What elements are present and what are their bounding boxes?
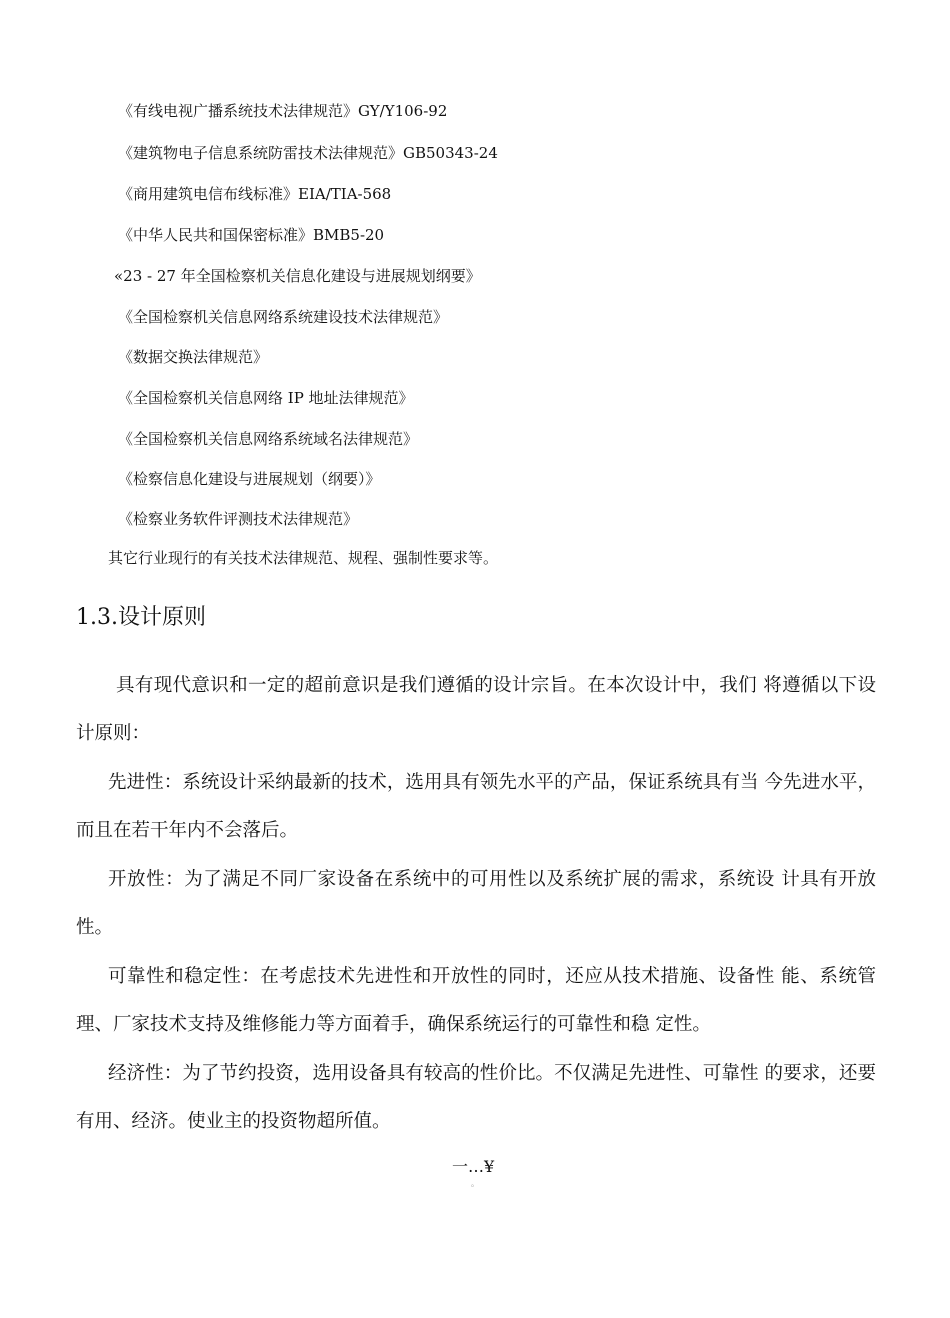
reference-line: 《数据交换法律规范》 bbox=[118, 348, 269, 366]
footer-dot: 。 bbox=[471, 1179, 479, 1188]
reference-line: 《全国检察机关信息网络 IP 地址法律规范》 bbox=[118, 389, 414, 407]
page-footer-mark: 一…¥ bbox=[452, 1157, 495, 1176]
reference-line: 《全国检察机关信息网络系统建设技术法律规范》 bbox=[118, 308, 449, 326]
reference-line: 《全国检察机关信息网络系统域名法律规范》 bbox=[118, 430, 419, 448]
section-paragraph: 可靠性和稳定性：在考虑技术先进性和开放性的同时，还应从技术措施、设备性 能、系统管理、厂家技术支持及维修能力等方面着手，确保系统运行的可靠性和稳 定性。 bbox=[76, 966, 876, 1035]
section-heading: 1.3.设计原则 bbox=[76, 605, 206, 630]
section-paragraph: 具有现代意识和一定的超前意识是我们遵循的设计宗旨。在本次设计中，我们 将遵循以下设计原则： bbox=[76, 675, 876, 744]
reference-line: 《建筑物电子信息系统防雷技术法律规范》GB50343-24 bbox=[118, 144, 498, 162]
reference-line: 《检察业务软件评测技术法律规范》 bbox=[118, 510, 359, 528]
reference-line: 《有线电视广播系统技术法律规范》GY/Y106-92 bbox=[118, 102, 448, 120]
section-paragraph: 开放性：为了满足不同厂家设备在系统中的可用性以及系统扩展的需求，系统设 计具有开放性。 bbox=[76, 869, 876, 938]
section-paragraph: 先进性：系统设计采纳最新的技术，选用具有领先水平的产品，保证系统具有当 今先进水平，而且在若干年内不会落后。 bbox=[76, 772, 876, 841]
reference-line: 《检察信息化建设与进展规划（纲要）》 bbox=[118, 470, 381, 488]
other-standards-note: 其它行业现行的有关技术法律规范、规程、强制性要求等。 bbox=[108, 549, 499, 567]
section-paragraph: 经济性：为了节约投资，选用设备具有较高的性价比。不仅满足先进性、可靠性 的要求，还要有用、经济。使业主的投资物超所值。 bbox=[76, 1063, 876, 1132]
reference-line: 《商用建筑电信布线标准》EIA/TIA-568 bbox=[118, 185, 392, 203]
reference-line: «23 - 27 年全国检察机关信息化建设与进展规划纲要》 bbox=[114, 267, 481, 285]
reference-line: 《中华人民共和国保密标准》BMB5-20 bbox=[118, 226, 385, 244]
